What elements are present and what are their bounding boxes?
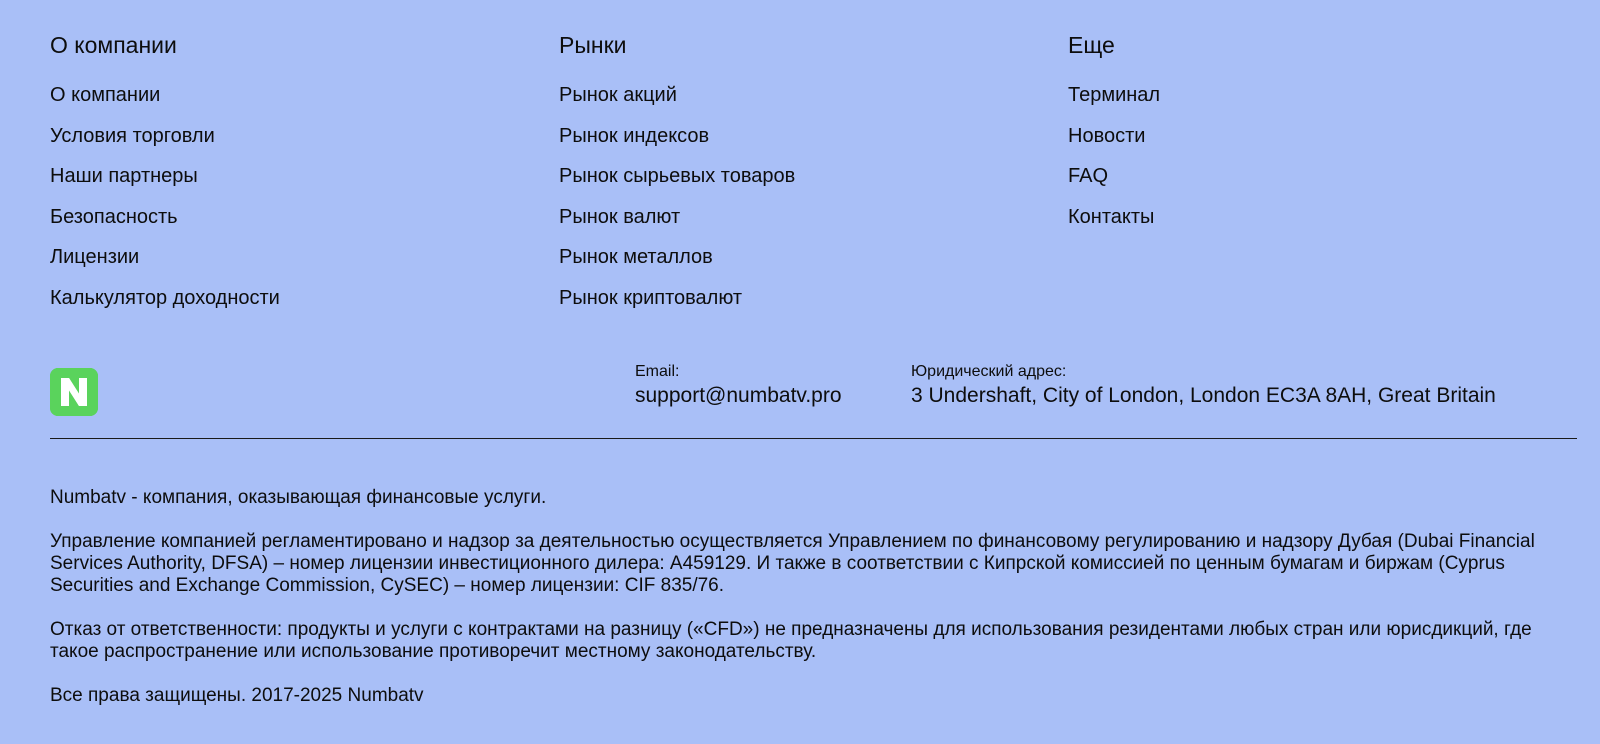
company-intro-text: Numbatv - компания, оказывающая финансовые услуги. [50,487,547,508]
footer-column-more [1068,30,1160,242]
list-item [50,283,280,324]
list-item [50,161,280,202]
footer-column-markets [559,30,795,323]
footer-link-list [1068,80,1160,242]
regulation-text: Управление компанией регламентировано и надзор за деятельностью осуществляется Управлением по финансовому регулированию и надзору Дубая (Dubai Financial Services Authority, DFSA) – номер лицензии инвестиционного дилера: A459129. И также в соответствии с Кипрской комиссией по ценным бумагам и биржам (Cyprus Securities and Exchange Commission, CySEC) – номер лицензии: CIF 835/76. [50,531,1535,596]
legal-section [50,487,1577,729]
list-item [559,121,795,162]
list-item [1068,80,1160,121]
footer-link-faq[interactable]: FAQ [1068,165,1109,187]
footer-column-heading: Еще [1068,32,1115,58]
list-item [50,121,280,162]
footer-link-forex[interactable]: Рынок валют [559,205,681,228]
list-item [559,242,795,283]
list-item [50,202,280,243]
footer-column-heading: О компании [50,32,177,58]
footer-column-company [50,30,280,323]
contact-address-block [911,362,1496,410]
address-value: 3 Undershaft, City of London, London EC3A 8AH, Great Britain [911,384,1496,407]
disclaimer-text: Отказ от ответственности: продукты и услуги с контрактами на разницу («CFD») не предназначены для использования резидентами любых стран или юрисдикций, где такое распространение или использование противоречит местному законодательству. [50,619,1532,662]
footer-link-list [559,80,795,323]
footer-link-contacts[interactable]: Контакты [1068,205,1155,228]
copyright-text: Все права защищены. 2017-2025 Numbatv [50,685,424,706]
footer-link-stocks[interactable]: Рынок акций [559,84,677,106]
site-footer [50,0,1577,744]
list-item [559,283,795,324]
n-logo-icon[interactable] [50,368,98,416]
footer-link-crypto[interactable]: Рынок криптовалют [559,286,743,309]
footer-divider [50,438,1577,439]
list-item [1068,161,1160,202]
email-label: Email: [635,363,680,380]
footer-column-heading: Рынки [559,32,627,58]
footer-link-partners[interactable]: Наши партнеры [50,165,198,187]
contact-email-block [635,362,842,410]
footer-link-profit-calculator[interactable]: Калькулятор доходности [50,286,280,309]
footer-link-commodities[interactable]: Рынок сырьевых товаров [559,165,796,187]
list-item [559,161,795,202]
address-label: Юридический адрес: [911,363,1067,380]
footer-link-security[interactable]: Безопасность [50,205,178,228]
list-item [50,80,280,121]
footer-link-indices[interactable]: Рынок индексов [559,124,710,147]
footer-link-licenses[interactable]: Лицензии [50,246,140,268]
footer-nav [50,30,1577,330]
list-item [559,202,795,243]
email-link[interactable]: support@numbatv.pro [635,384,842,407]
footer-link-about[interactable]: О компании [50,84,161,106]
n-logo-icon-glyph [50,368,98,416]
list-item [1068,202,1160,243]
footer-link-list [50,80,280,323]
footer-link-news[interactable]: Новости [1068,124,1146,147]
list-item [50,242,280,283]
list-item [1068,121,1160,162]
list-item [559,80,795,121]
footer-link-trading-conditions[interactable]: Условия торговли [50,124,215,147]
footer-link-metals[interactable]: Рынок металлов [559,246,713,268]
footer-link-terminal[interactable]: Терминал [1068,84,1161,106]
